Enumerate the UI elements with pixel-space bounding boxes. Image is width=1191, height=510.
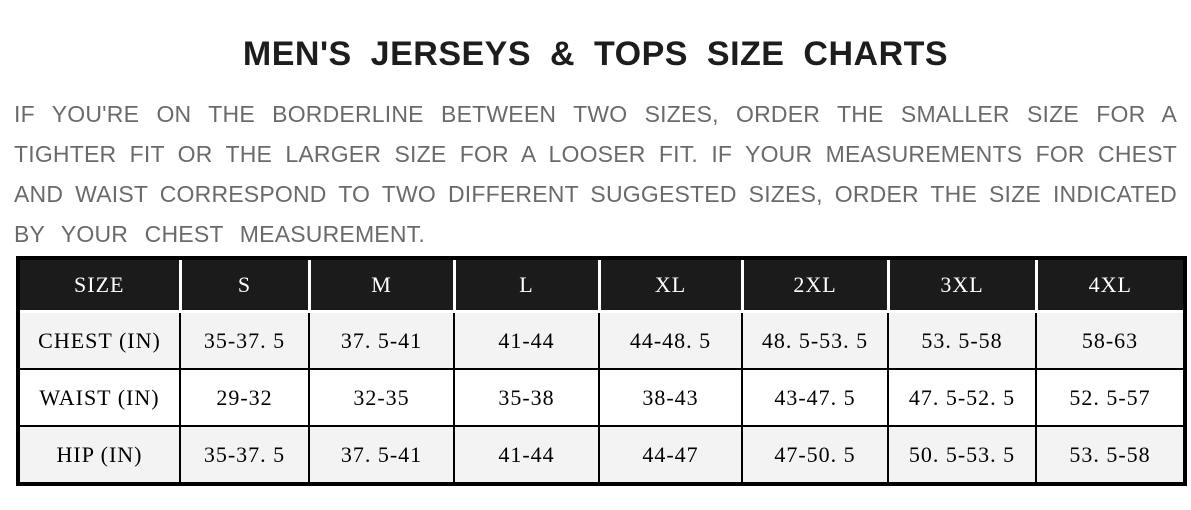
waist-value-l: 35-38 — [454, 369, 599, 426]
chest-value-m: 37. 5-41 — [309, 312, 454, 370]
page-title: MEN'S JERSEYS & TOPS SIZE CHARTS — [242, 35, 949, 73]
waist-value-s: 29-32 — [180, 369, 309, 426]
chest-value-2xl: 48. 5-53. 5 — [742, 312, 888, 370]
size-chart-table — [16, 256, 1187, 486]
row-label-waist: WAIST (IN) — [18, 369, 180, 426]
column-header-size: SIZE — [18, 258, 180, 312]
chest-value-3xl: 53. 5-58 — [888, 312, 1036, 370]
table-row-chest — [18, 312, 1185, 370]
intro-line-1: IF YOU'RE ON THE BORDERLINE BETWEEN TWO SIZES, ORDER THE SMALLER SIZE FOR A — [14, 101, 1177, 127]
hip-value-s: 35-37. 5 — [180, 426, 309, 484]
hip-value-2xl: 47-50. 5 — [742, 426, 888, 484]
column-header-2xl: 2XL — [742, 258, 888, 312]
table-row-waist — [18, 369, 1185, 426]
intro-line-4: BY YOUR CHEST MEASUREMENT. — [14, 221, 425, 247]
chest-value-xl: 44-48. 5 — [599, 312, 742, 370]
waist-value-3xl: 47. 5-52. 5 — [888, 369, 1036, 426]
chest-value-l: 41-44 — [454, 312, 599, 370]
hip-value-m: 37. 5-41 — [309, 426, 454, 484]
table-row-hip — [18, 426, 1185, 484]
intro-line-3: AND WAIST CORRESPOND TO TWO DIFFERENT SUGGESTED SIZES, ORDER THE SIZE INDICATED — [14, 181, 1177, 207]
hip-value-4xl: 53. 5-58 — [1036, 426, 1185, 484]
waist-value-xl: 38-43 — [599, 369, 742, 426]
row-label-hip: HIP (IN) — [18, 426, 180, 484]
hip-value-xl: 44-47 — [599, 426, 742, 484]
column-header-4xl: 4XL — [1036, 258, 1185, 312]
waist-value-4xl: 52. 5-57 — [1036, 369, 1185, 426]
header-row — [18, 258, 1185, 312]
waist-value-2xl: 43-47. 5 — [742, 369, 888, 426]
column-header-s: S — [180, 258, 309, 312]
chest-value-4xl: 58-63 — [1036, 312, 1185, 370]
row-label-chest: CHEST (IN) — [18, 312, 180, 370]
column-header-m: M — [309, 258, 454, 312]
hip-value-3xl: 50. 5-53. 5 — [888, 426, 1036, 484]
waist-value-m: 32-35 — [309, 369, 454, 426]
chest-value-s: 35-37. 5 — [180, 312, 309, 370]
column-header-3xl: 3XL — [888, 258, 1036, 312]
hip-value-l: 41-44 — [454, 426, 599, 484]
column-header-l: L — [454, 258, 599, 312]
column-header-xl: XL — [599, 258, 742, 312]
intro-line-2: TIGHTER FIT OR THE LARGER SIZE FOR A LOOSER FIT. IF YOUR MEASUREMENTS FOR CHEST — [14, 141, 1177, 167]
intro-paragraph — [14, 94, 1177, 254]
